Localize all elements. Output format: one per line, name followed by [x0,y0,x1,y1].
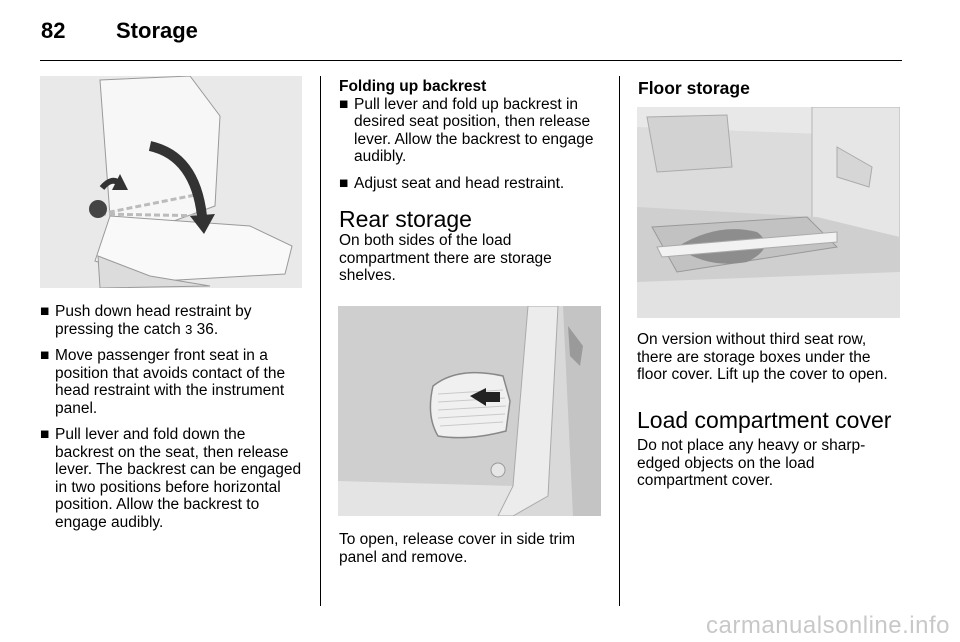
bullet-text: Move passenger front seat in a position that avoids contact of the head restraint with the instrument panel. [55,347,286,417]
page-title: Storage [116,18,198,43]
list-item [339,96,604,166]
seat-illustration [40,76,302,288]
subheading: Folding up backrest [339,78,487,95]
bullet-text: Pull lever and fold down the backrest on the seat, then release lever. The backrest can be engaged in two positions before horizontal position. Allow the backrest to engage audibly. [55,426,302,531]
section-text: Do not place any heavy or sharp-edged objects on the load compartment cover. [637,437,866,489]
bullet-text: Adjust seat and head restraint. [354,174,565,192]
column1-bullets [40,303,302,540]
list-item [40,303,302,338]
bullet-marker: ■ [339,95,349,113]
column-divider-1 [320,76,321,606]
floor-storage-text: On version without third seat row, there are storage boxes under the floor cover. Lift up the cover to open. [637,331,888,383]
list-item [40,426,302,531]
bullet-marker: ■ [40,303,50,320]
column2-top [339,78,604,285]
section-heading: Rear storage [339,206,472,232]
list-item [40,347,302,417]
bullet-marker: ■ [40,426,50,443]
section-heading: Load compartment cover [637,407,892,433]
column-divider-2 [619,76,620,606]
bullet-marker: ■ [40,347,50,364]
side-trim-illustration [338,306,601,516]
page-number: 82 [41,18,66,43]
figure-caption: To open, release cover in side trim panel and remove. [339,531,576,566]
bullet-text: Push down head restraint by pressing the catch [55,303,252,338]
section-text: On both sides of the load compartment there are storage shelves. [339,232,552,284]
page-reference-number: 36. [196,320,219,338]
floor-storage-heading: Floor storage [638,78,750,98]
bullet-marker: ■ [339,174,349,192]
list-item [339,175,604,193]
floor-storage-illustration [637,107,900,318]
page-reference-icon: 3 [185,321,193,337]
header-rule [40,60,902,61]
bullet-text: Pull lever and fold up backrest in desired seat position, then release lever. Allow the backrest to engage audibly. [354,95,594,165]
watermark: carmanualsonline.info [706,612,950,639]
